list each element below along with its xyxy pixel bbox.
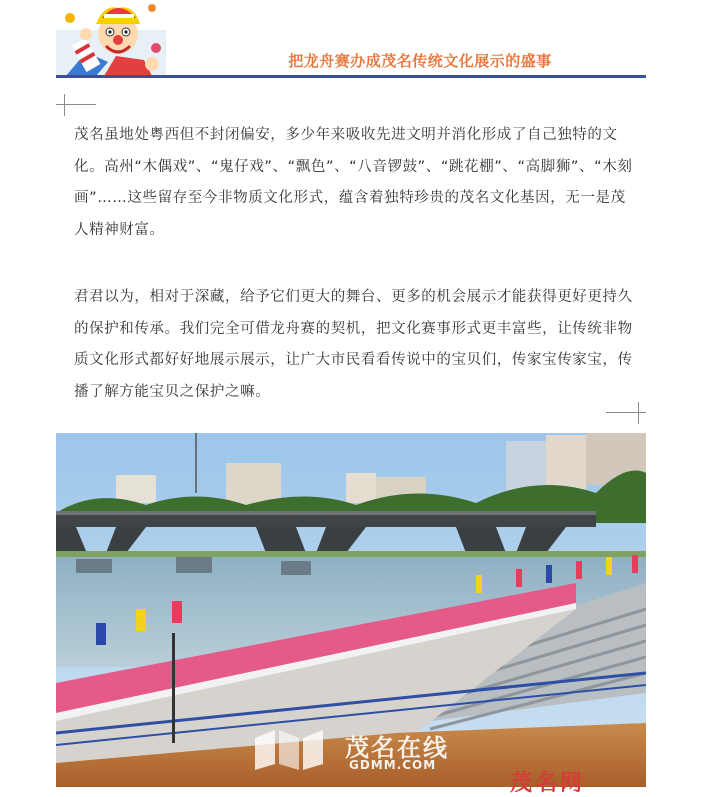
- watermark-name: 茂名在线: [345, 734, 449, 762]
- article-title: 把龙舟赛办成茂名传统文化展示的盛事: [288, 52, 552, 70]
- article-header: [0, 0, 711, 80]
- gdmm-logo-icon: [255, 728, 335, 772]
- corner-cross-icon: [606, 402, 646, 424]
- paragraph-2: 君君以为，相对于深藏，给予它们更大的舞台、更多的机会展示才能获得更好更持久的保护和传承。我们完全可借龙舟赛的契机，把文化赛事形式更丰富些，让传统非物质文化形式都好好地展示展示，让广大市民看看传说中的宝贝们，传家宝传家宝，传播了解方能宝贝之保护之嘛。: [74, 289, 633, 400]
- gdmm-watermark: [255, 728, 449, 776]
- paragraph-1: 茂名虽地处粤西但不封闭偏安，多少年来吸收先进文明并消化形成了自己独特的文化。高州“木偶戏”、“鬼仔戏”、“飘色”、“八音锣鼓”、“跳花棚”、“高脚狮”、“木刻画”……这些留存至今非物质文化形式，蕴含着独特珍贵的茂名文化基因，无一是茂人精神财富。: [74, 127, 633, 238]
- clown-icon: [56, 0, 166, 76]
- watermark-corner-text: 茂名网: [510, 771, 586, 796]
- watermark-url: GDMM.COM: [349, 758, 437, 772]
- corner-cross-icon: [56, 94, 96, 116]
- title-underline: [56, 75, 646, 78]
